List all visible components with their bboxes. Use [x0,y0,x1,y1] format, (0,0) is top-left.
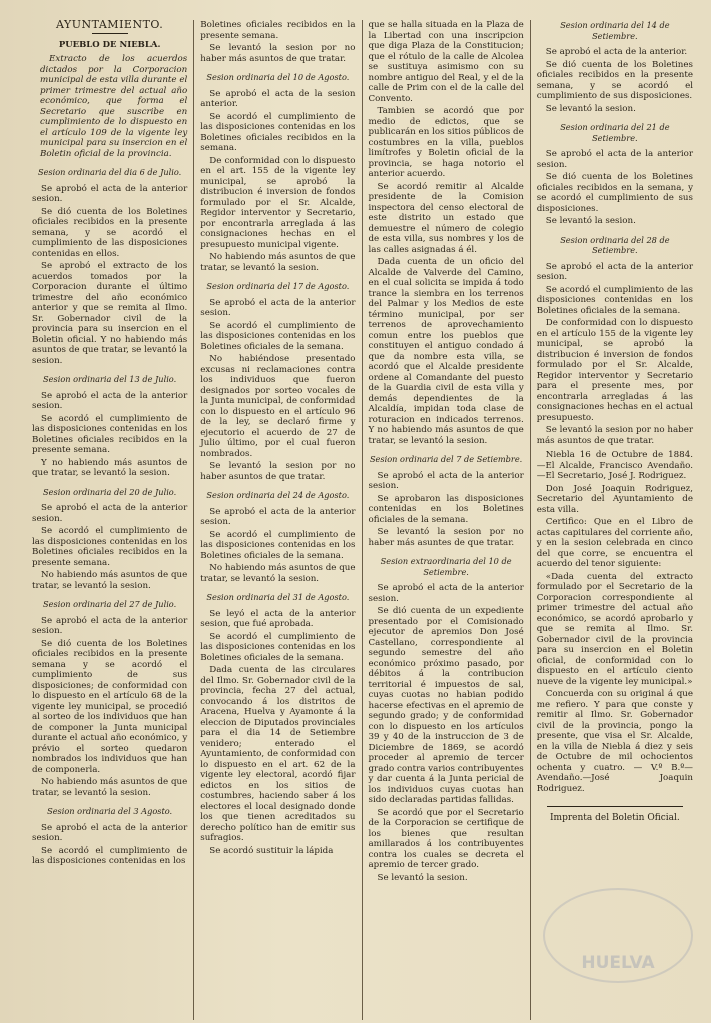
paragraph: De conformidad con lo dispuesto en el artículo 155 de la vigente ley municipal, se aprobó la distribucion é inversion de fondos formulado por el Sr. Alcalde, Regidor interventor y Secretario para el presente mes, por encontrarla arregladas á las consignaciones hechas en el actual presupuesto. [536,318,693,423]
paragraph: Se acordó el cumplimiento de las disposiciones contenidas en los Boletines oficiales de la semana. [200,631,356,663]
session-title: Sesion ordinaria del 20 de Julio. [43,486,177,497]
paragraph: Se aprobó el acta de la anterior sesion. [200,506,356,527]
column-4 [531,20,699,1020]
column-3 [363,20,531,1020]
session-title: Sesion ordinaria del 31 de Agosto. [206,592,350,602]
paragraph: No habiendo más asuntos de que tratar, se levantó la sesion. [200,252,356,273]
paragraph: Se levantó la sesion por no haber más asuntos de que tratar. [200,43,356,64]
signature-line: Niebla 16 de Octubre de 1884. —El Alcalde, Francisco Avendaño.—El Secretario, José J. Rodriguez. [536,450,693,481]
session-title: Sesion ordinaria del 3 Agosto. [47,806,173,816]
session-title: Sesion ordinaria del dia 6 de Julio. [37,167,182,177]
paragraph: Se acordó el cumplimiento de las disposiciones contenidas en los Boletines oficiales de la semana. [536,284,693,316]
paragraph: Se levantó la sesion por no haber más asuntos de que tratar. [536,425,693,446]
paragraph: Se aprobó el acta de la anterior sesion. [368,583,524,604]
paragraph: Se acordó el cumplimiento de las disposiciones contenidas en los Boletines oficiales recibidos en la presente semana. [32,526,188,568]
town-heading: PUEBLO DE NIEBLA. [58,39,161,50]
paragraph: Se aprobó el acta de la anterior sesion. [368,470,524,491]
session-title: Sesion ordinaria del 10 de Agosto. [206,72,350,82]
section-header: AYUNTAMIENTO. [55,20,164,31]
session-title: Sesion ordinaria del 17 de Agosto. [206,281,350,291]
paragraph: No habiéndose presentado excusas ni reclamaciones contra los individuos que fueron designados por sorteo vocales de la Junta municipal, de conformidad con lo dispuesto en el artículo 96 de la ley, se declaró firme y ejecutorio el acuerdo de 27 de Julio último, por el cual fueron nombrados. [200,354,356,459]
session-title: Sesion ordinaria del 28 de Setiembre. [560,234,670,255]
paragraph: Se leyó el acta de la anterior sesion, que fué aprobada. [200,608,356,629]
paragraph: Se aprobó el acta de la anterior sesion. [32,390,188,411]
paragraph: Se acordó el cumplimiento de las disposiciones contenidas en los Boletines oficiales de la semana. [200,529,356,561]
session-title: Sesion ordinaria del 14 de Setiembre. [560,20,670,41]
paragraph: Se acordó que por el Secretario de la Corporacion se certifique de los bienes que resultan amillarados á los contribuyentes contra los cuales se decreta el apremio de tercer grado. [368,807,524,870]
paragraph: Se dió cuenta de un expediente presentado por el Comisionado ejecutor de apremios Don José Castellano, correspondiente al segundo semestre del año económico próximo pasado, por débitos á la contribucion territorial é impuestos de sal, cuyas cuotas no habian podido hacerse efectivas en el apremio de segundo grado; y de conformidad con lo dispuesto en los artículos 39 y 40 de la instruccion de 3 de Diciembre de 1869, se acordó proceder al apremio de tercer grado contra varios contribuyentes y dar cuenta á la Junta pericial de los individuos cuyas cuotas han sido declaradas partidas fallidas. [368,606,524,805]
separator-rule [547,806,683,807]
session-title: Sesion ordinaria del 21 de Setiembre. [560,122,670,143]
session-title: Sesion ordinaria del 27 de Julio. [43,599,177,609]
column-1 [26,20,194,1020]
paragraph: Don José Joaquin Rodriguez, Secretario del Ayuntamiento de esta villa. [536,483,693,515]
paragraph: Se levantó la sesion. [545,216,636,226]
paragraph: Se dió cuenta de los Boletines oficiales recibidos en la presente semana, y se acordó el cumplimiento de las disposiciones contenidas en ellos. [32,206,188,259]
paragraph: Se aprobó el extracto de los acuerdos tomados por la Corporacion durante el último trimestre del año económico anterior y que se remita al Ilmo. Sr. Gobernador civil de la provincia para su insercion en el Boletin oficial. Y no habiendo más asuntos de que tratar, se levantó la sesion. [32,261,188,366]
paragraph: Se acordó el cumplimiento de las disposiciones contenidas en los Boletines oficiales de la semana. [200,320,356,352]
session-title: Sesion ordinaria del 7 de Setiembre. [369,454,523,464]
paragraph: Se aprobó el acta de la anterior sesion. [536,261,693,282]
printer-imprint: Imprenta del Boletin Oficial. [550,813,680,823]
stamp-text: HUELVA [581,953,655,973]
paragraph: Se dió cuenta de los Boletines oficiales recibidos en la presente semana y se acordó el cumplimiento de sus disposiciones; de conformidad con lo dispuesto en el artículo 68 de la vigente ley municipal, se procedió al sorteo de los individuos que han de componer la Junta municipal durante el actual año económico, y prévio el sorteo quedaron nombrados los individuos que han de componerla. [32,638,188,775]
quoted-resolution: «Dada cuenta del extracto formulado por el Secretario de la Corporacion correspondiente al primer trimestre del actual año económico, se acordó aprobarlo y que se remita al Ilmo. Sr. Gobernador civil de la provincia para su insercion en el Boletin oficial, de conformidad con lo dispuesto en el artículo ciento nueve de la vigente ley municipal.» [536,571,693,687]
paragraph: Se dió cuenta de los Boletines oficiales recibidos en la presente semana, y se acordó el cumplimiento de sus disposiciones. [536,59,693,101]
paragraph: Se levantó la sesion. [377,872,468,883]
session-title: Sesion ordinaria del 13 de Julio. [43,374,177,384]
column-2 [194,20,362,1020]
paragraph: Se aprobó el acta de la anterior sesion. [536,149,693,170]
paragraph: Se levantó la sesion por no haber más asuntes de que tratar. [368,527,524,548]
columns [26,20,699,1020]
paragraph: Se aprobó el acta de la anterior sesion. [32,822,188,843]
paragraph: Se aprobaron las disposiciones contenidas en los Boletines oficiales de la semana. [368,493,524,525]
paragraph: No habiendo más asuntos de que tratar, se levantó la sesion. [32,777,188,798]
paragraph: Se levantó la sesion por no haber asuntos de que tratar. [200,461,356,482]
paragraph: Certifico: Que en el Libro de actas capitulares del corriente año, y en la sesion celebrada en cinco del que corre, se encuentra el acuerdo del tenor siguiente: [536,517,693,569]
paragraph: Dada cuenta de un oficio del Alcalde de Valverde del Camino, en el cual solicita se impida á todo trance la siembra en los terrenos del Palmar y los Medios de este término municipal, por ser terrenos de aprovechamiento comun entre los pueblos que constituyen el antiguo condado á que da nombre esta villa, se acordó que el Alcalde presidente ordene al Comandante del puesto de la Guardia civil de esta villa y demás dependientes de la Alcaldía, impidan toda clase de roturacion en indicados terrenos. Y no habiendo más asuntos de que tratar, se levantó la sesion. [368,257,524,446]
header-rule [92,33,128,34]
paragraph: Se dió cuenta de los Boletines oficiales recibidos en la semana, y se acordó el cumplimiento de sus disposiciones. [536,172,693,214]
paragraph: Se acordó remitir al Alcalde presidente de la Comision inspectora del censo electoral de este distrito un estado que demuestre el número de colegio de esta villa, sus nombres y los de las calles asignadas á él. [368,181,524,255]
paragraph: De conformidad con lo dispuesto en el art. 155 de la vigente ley municipal, se aprobó la distribucion é inversion de fondos formulado por el Sr. Alcalde, Regidor interventor y Secretario, por encontrarla arreglada á las consignaciones hechas en el presupuesto municipal vigente. [200,155,356,250]
paragraph: Se levantó la sesion. [545,103,636,114]
paragraph: Se aprobó el acta de la sesion anterior. [200,88,356,109]
paragraph: No habiendo más asuntos de que tratar, se levantó la sesion. [32,570,188,591]
paragraph: Se aprobó el acta de la anterior sesion. [32,183,188,204]
paragraph: Se acordó el cumplimiento de las disposiciones contenidas en los Boletines oficiales recibidos en la presente semana. [32,413,188,455]
paragraph: Se aprobó el acta de la anterior sesion. [200,297,356,318]
paragraph: Tambien se acordó que por medio de edictos, que se publicarán en los sitios públicos de costumbres en la villa, pueblos limítrofes y Boletin oficial de la provincia, se haga notorio el anterior acuerdo. [368,106,524,179]
extract-title: Extracto de los acuerdos dictados por la Corporacion municipal de esta villa durante el primer trimestre del actual año económico, que forma el Secretario que suscribe en cumplimiento de lo dispuesto en el artículo 109 de la vigente ley municipal para su insercion en el Boletin oficial de la provincia. [40,54,188,159]
paragraph: Se aprobó el acta de la anterior sesion. [32,615,188,636]
paragraph: Se aprobó el acta de la anterior sesion. [32,503,188,524]
paragraph: No habiendo más asuntos de que tratar, se levantó la sesion. [200,563,356,584]
paragraph: Boletines oficiales recibidos en la presente semana. [200,20,356,41]
archive-stamp [543,888,693,983]
paragraph: Se aprobó el acta de la anterior. [545,47,688,57]
paragraph: que se halla situada en la Plaza de la Libertad con una inscripcion que diga Plaza de la Constitucion; que el rótulo de la calle de Alcolea se sustituya asimismo con su nombre antiguo del Real, y el de la calle de Prim con el de la calle del Convento. [368,20,524,104]
paragraph: Concuerda con su original á que me refiero. Y para que conste y remitir al Ilmo. Sr. Gobernador civil de la provincia, pongo la presente, que visa el Sr. Alcalde, en la villa de Niebla á diez y seis de Octubre de mil ochocientos ochenta y cuatro. — V.º B.º—Avendaño.—José Joaquin Rodriguez. [536,689,693,794]
session-title: Sesion extraordinaria del 10 de Setiembre. [380,556,512,577]
paragraph: Se acordó el cumplimiento de las disposiciones contenidas en los Boletines oficiales recibidos en la semana. [200,111,356,153]
session-title: Sesion ordinaria del 24 de Agosto. [206,490,350,500]
paragraph: Y no habiendo más asuntos de que tratar, se levantó la sesion. [32,457,188,478]
paragraph: Se acordó sustituir la lápida [209,845,334,856]
paragraph: Dada cuenta de las circulares del Ilmo. Sr. Gobernador civil de la provincia, fecha 27 del actual, convocando á los distritos de Aracena, Huelva y Ayamonte á la eleccion de Diputados provinciales para el dia 14 de Setiembre venidero; enterado el Ayuntamiento, de conformidad con lo dispuesto en el art. 62 de la vigente ley electoral, acordó fijar edictos en los sitios de costumbres, haciendo saber á los electores el local designado donde los que tienen acreditados su derecho político han de emitir sus sufragios. [200,665,356,843]
paragraph: Se acordó el cumplimiento de las disposiciones contenidas en los [32,845,188,866]
